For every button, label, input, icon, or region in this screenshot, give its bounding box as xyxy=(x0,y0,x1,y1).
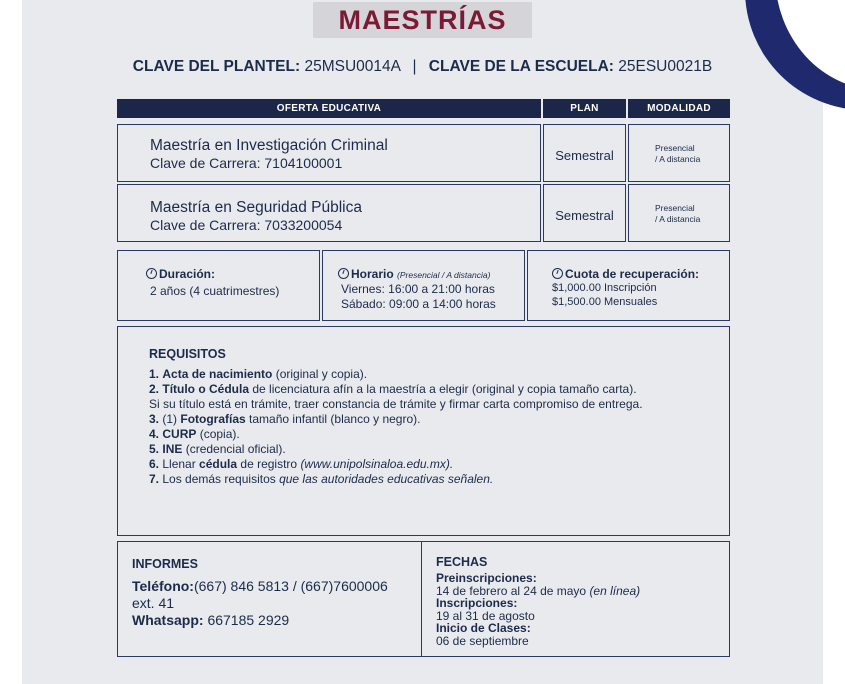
cuota-line-1: $1,000.00 Inscripción xyxy=(552,282,657,294)
plan-value: Semestral xyxy=(555,148,614,163)
informes-body xyxy=(132,578,417,629)
escuela-label: CLAVE DE LA ESCUELA: xyxy=(428,58,614,75)
preinscripciones-label: Preinscripciones: xyxy=(436,571,537,585)
header-plan: PLAN xyxy=(543,99,626,118)
clock-icon xyxy=(338,268,349,279)
plantel-label: CLAVE DEL PLANTEL: xyxy=(132,58,301,75)
modalidad-cell-1 xyxy=(628,124,730,182)
duracion-box xyxy=(117,250,320,321)
cuota-label: Cuota de recuperación: xyxy=(565,267,700,281)
page-title: MAESTRÍAS xyxy=(338,5,507,35)
telefono-ext: ext. 41 xyxy=(132,595,175,611)
informes-title: INFORMES xyxy=(132,557,198,571)
program-name: Maestría en Investigación Criminal xyxy=(150,137,388,154)
duracion-value: 2 años (4 cuatrimestres) xyxy=(150,284,280,298)
informes-box xyxy=(117,541,422,657)
preinscripciones-value: 14 de febrero al 24 de mayo xyxy=(436,583,590,598)
requisitos-title: REQUISITOS xyxy=(149,347,226,361)
requisitos-list xyxy=(149,367,719,487)
telefono-value: (667) 846 5813 / (667)7600006 xyxy=(193,578,388,594)
program-row-2 xyxy=(117,184,541,242)
requisito-item: 4. CURP (copia). xyxy=(149,427,240,441)
fechas-box xyxy=(421,541,730,657)
clock-icon xyxy=(552,268,563,279)
horario-line-1: Viernes: 16:00 a 21:00 horas xyxy=(341,282,495,296)
fechas-title: FECHAS xyxy=(436,555,488,569)
program-clave: Clave de Carrera: 7033200054 xyxy=(150,217,343,233)
modalidad-line-2: / A distancia xyxy=(655,214,701,224)
preinscripciones-note: (en línea) xyxy=(589,583,641,598)
requisito-item: 1. Acta de nacimiento (original y copia). xyxy=(149,367,368,381)
requisitos-box xyxy=(117,326,730,536)
requisito-item: 3. (1) Fotografías tamaño infantil (blanco y negro). xyxy=(149,412,421,426)
program-row-1 xyxy=(117,124,541,182)
plantel-value: 25MSU0014A xyxy=(304,58,401,75)
inicio-value: 06 de septiembre xyxy=(436,633,529,648)
inicio-label: Inicio de Clases: xyxy=(436,621,531,635)
requisito-item: 7. Los demás requisitos que las autoridades educativas señalen. xyxy=(149,472,494,486)
horario-box xyxy=(322,250,525,321)
requisito-item: 5. INE (credencial oficial). xyxy=(149,442,286,456)
requisito-item: 6. Llenar cédula de registro (www.unipolsinaloa.edu.mx). xyxy=(149,457,454,471)
modalidad-line-2: / A distancia xyxy=(655,154,701,164)
inscripciones-label: Inscripciones: xyxy=(436,596,518,610)
whatsapp-value: 667185 2929 xyxy=(203,612,290,628)
horario-label: Horario xyxy=(351,267,394,281)
modalidad-line-1: Presencial xyxy=(655,143,695,153)
horario-note: (Presencial / A distancia) xyxy=(397,270,491,280)
claves-separator: | xyxy=(412,58,417,75)
fechas-body xyxy=(436,572,726,647)
plan-cell-1 xyxy=(543,124,626,182)
cuota-line-2: $1,500.00 Mensuales xyxy=(552,296,658,308)
title-banner xyxy=(313,2,532,38)
program-name: Maestría en Seguridad Pública xyxy=(150,199,362,216)
clock-icon xyxy=(146,268,157,279)
modalidad-line-1: Presencial xyxy=(655,203,695,213)
program-clave: Clave de Carrera: 7104100001 xyxy=(150,155,343,171)
header-modalidad: MODALIDAD xyxy=(628,99,730,118)
duracion-label: Duración: xyxy=(159,267,216,281)
escuela-value: 25ESU0021B xyxy=(618,58,713,75)
whatsapp-label: Whatsapp: xyxy=(132,612,204,628)
telefono-label: Teléfono: xyxy=(132,578,194,594)
plan-value: Semestral xyxy=(555,208,614,223)
claves-line xyxy=(0,58,845,76)
requisito-item: Si su título está en trámite, traer constancia de trámite y firmar carta compromiso de entrega. xyxy=(149,397,643,411)
requisito-item: 2. Título o Cédula de licenciatura afín a la maestría a elegir (original y copia tamaño carta). xyxy=(149,382,637,396)
modalidad-cell-2 xyxy=(628,184,730,242)
plan-cell-2 xyxy=(543,184,626,242)
inscripciones-value: 19 al 31 de agosto xyxy=(436,608,535,623)
cuota-box xyxy=(527,250,730,321)
horario-line-2: Sábado: 09:00 a 14:00 horas xyxy=(341,297,496,311)
header-oferta: OFERTA EDUCATIVA xyxy=(117,99,541,118)
